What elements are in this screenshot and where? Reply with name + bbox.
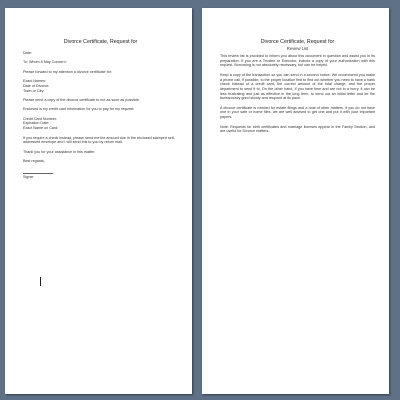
review-paragraph-3: A divorce certificate is needed for estate filings and a host of other matters. If you do not have one in your safe or home files, we are well advised to get one and put it with your important papers.	[220, 105, 375, 120]
field-card-number: Credit Card Number:	[23, 116, 58, 121]
send-copy-text: Please send a copy of the divorce certificate to me as soon as possible.	[23, 97, 140, 102]
left-page-title: Divorce Certificate, Request for	[63, 39, 138, 45]
text-cursor	[40, 277, 41, 286]
right-page-body	[220, 39, 375, 139]
right-page-subtitle: Review List	[286, 46, 309, 51]
check-note: If you require a check instead, please send me the amount due in the enclosed stamped self-addressed envelope and I will send this to you by return mail.	[23, 135, 175, 145]
review-paragraph-4: Note: Requests for birth certificates and marriage licenses appear in the Family Section, and are useful for Divorce matters.	[220, 124, 375, 134]
request-fields	[23, 79, 178, 93]
enclosed-text: Enclosed is my credit card information for you to pay for my request:	[23, 107, 135, 112]
right-document-page	[202, 8, 389, 394]
field-name-on-card: Exact Name on Card:	[23, 126, 59, 131]
thanks-text: Thank you for your assistance in this matter.	[23, 149, 96, 154]
card-fields	[23, 117, 178, 131]
left-page-body	[23, 39, 178, 179]
left-document-page	[5, 8, 192, 394]
field-town-or-city: Town or City:	[23, 88, 45, 93]
salutation: To: Whom It May Concern:	[23, 60, 67, 65]
date-line: Date:	[23, 51, 32, 55]
review-paragraph-1: This review list is provided to inform you about this document in question and assist you in its preparation. If you are a Trustee or Executor, include a copy of your authorization with this request. Borrowing is not absolutely necessary, but can be helpful.	[220, 54, 375, 68]
intro-text: Please forward to my attention a divorce certificate for:	[23, 69, 112, 74]
right-page-title: Divorce Certificate, Request for	[260, 39, 335, 45]
signer-label: Signer	[23, 174, 34, 179]
field-expiration-date: Expiration Date:	[23, 121, 50, 126]
field-date-of-divorce: Date of Divorce:	[23, 83, 50, 88]
review-paragraph-2: Keep a copy of the transaction so you can send in a second notice. We recommend you make a phone call, if possible, to the proper location first to find out whether you need to have a bank check instead of a credit card, the correct amount of the total charge, and the proper department to send it to. On the other hand, if you have time and are not in a hurry, it can be less frustrating and just as effective in the long term, to send out an initial letter and let the bureaucracy grind slowly and respond at its pace.	[220, 72, 375, 101]
closing-text: Best regards,	[23, 159, 45, 164]
signature-line	[23, 173, 53, 174]
field-exact-names: Exact Names:	[23, 79, 46, 84]
